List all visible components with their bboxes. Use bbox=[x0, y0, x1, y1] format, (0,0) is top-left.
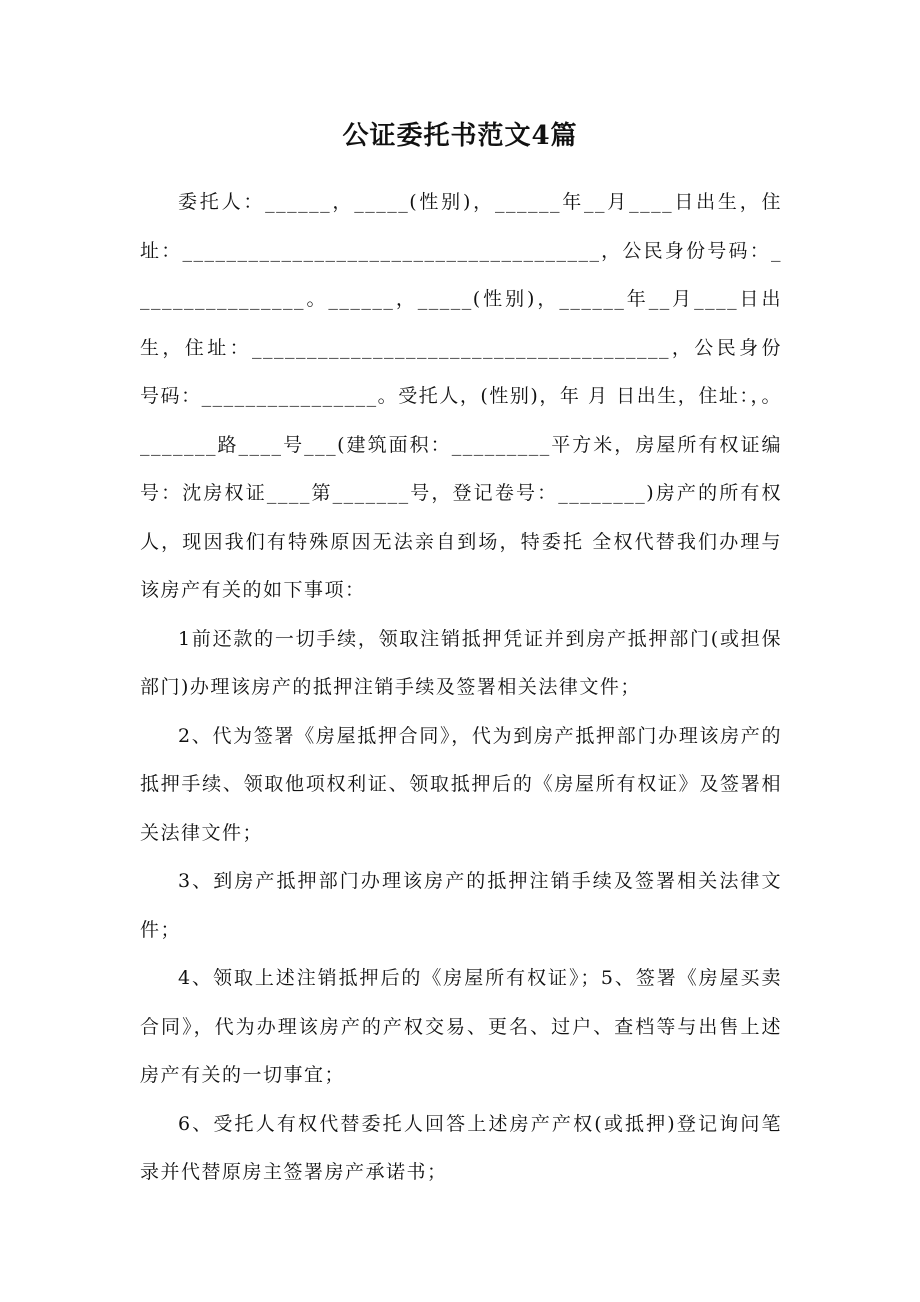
paragraph-item-6: 6、受托人有权代替委托人回答上述房产产权(或抵押)登记询问笔录并代替原房主签署房产承诺书； bbox=[140, 1112, 782, 1183]
document-title: 公证委托书范文4篇 bbox=[342, 121, 578, 151]
document-body bbox=[140, 178, 782, 1197]
paragraph-item-3: 3、到房产抵押部门办理该房产的抵押注销手续及签署相关法律文件； bbox=[140, 870, 782, 941]
paragraph-item-4-5: 4、领取上述注销抵押后的《房屋所有权证》；5、签署《房屋买卖合同》，代为办理该房产的产权交易、更名、过户、查档等与出售上述房产有关的一切事宜； bbox=[140, 967, 782, 1086]
paragraph-item-1: 1前还款的一切手续，领取注销抵押凭证并到房产抵押部门(或担保部门)办理该房产的抵押注销手续及签署相关法律文件； bbox=[140, 627, 782, 698]
paragraph-principal-info: 委托人：______，_____(性别)，______年__月____日出生，住址：______________________________________，公民身份号码：________________。______，_____(性别)，______年__月____日出生，住址：______________________________________，公民身份号码：________________。受托人，(性别)，年 月 日出生，住址：，。_______路____号___(建筑面积：_________平方米，房屋所有权证编号：沈房权证____第_______号，登记卷号：________)房产的所有权人，现因我们有特殊原因无法亲自到场，特委托 全权代替我们办理与该房产有关的如下事项： bbox=[140, 191, 782, 601]
paragraph-item-2: 2、代为签署《房屋抵押合同》，代为到房产抵押部门办理该房产的抵押手续、领取他项权利证、领取抵押后的《房屋所有权证》及签署相关法律文件； bbox=[140, 724, 782, 844]
